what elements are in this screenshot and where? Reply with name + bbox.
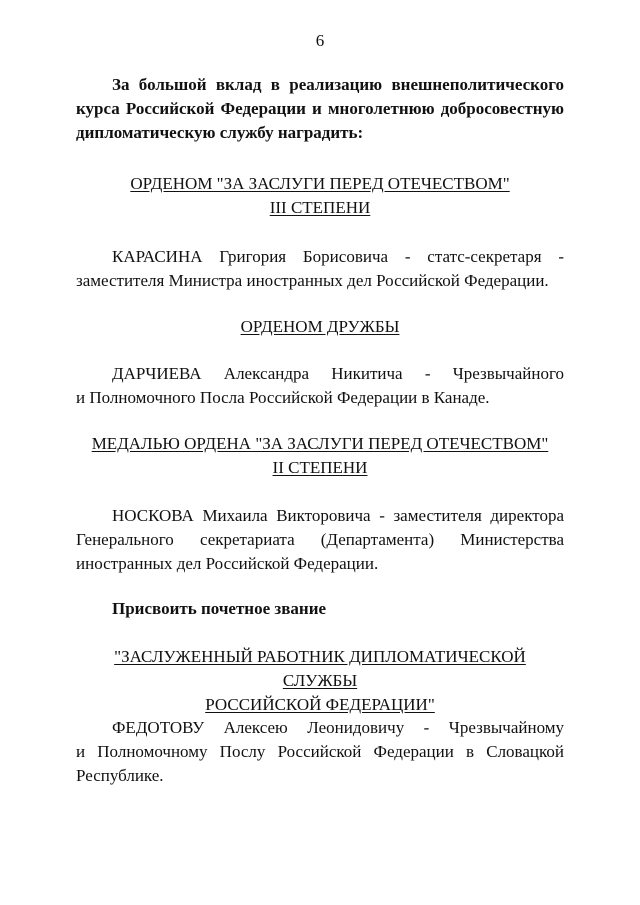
recipient-line: ФЕДОТОВУ Алексею Леонидовичу - Чрезвычайному [112, 718, 564, 737]
honorary-title-line: "ЗАСЛУЖЕННЫЙ РАБОТНИК ДИПЛОМАТИЧЕСКОЙ СЛУЖБЫ [114, 647, 526, 690]
recipient-line: иностранных дел Российской Федерации. [76, 554, 379, 573]
honorary-label: Присвоить почетное звание [112, 599, 327, 618]
recipient-fedotov [76, 716, 564, 788]
honorary-title-name [76, 645, 564, 717]
award-title-line: III СТЕПЕНИ [269, 198, 371, 217]
honorary-title-line: РОССИЙСКОЙ ФЕДЕРАЦИИ" [205, 695, 435, 714]
intro-line: курса Российской Федерации и многолетнюю добросовестную [76, 99, 564, 118]
intro-line: дипломатическую службу наградить: [76, 123, 364, 142]
recipient-line: и Полномочного Посла Российской Федерации в Канаде. [76, 388, 490, 407]
honorary-title-label [76, 597, 564, 621]
recipient-line: НОСКОВА Михаила Викторовича - заместителя директора [112, 506, 564, 525]
award-title-line: ОРДЕНОМ ДРУЖБЫ [240, 317, 400, 336]
intro-paragraph [76, 73, 564, 145]
recipient-line: заместителя Министра иностранных дел Российской Федерации. [76, 271, 549, 290]
recipient-karasin [76, 245, 564, 293]
award-title-order-friendship [76, 315, 564, 339]
recipient-line: Генерального секретариата (Департамента) Министерства [76, 530, 564, 549]
award-title-order-merit-3 [76, 172, 564, 220]
award-title-medal-merit-2 [76, 432, 564, 480]
recipient-line: и Полномочному Послу Российской Федерации в Словацкой [76, 742, 564, 761]
award-title-line: II СТЕПЕНИ [272, 458, 368, 477]
recipient-line: ДАРЧИЕВА Александра Никитича - Чрезвычайного [112, 364, 564, 383]
intro-line: За большой вклад в реализацию внешнеполитического [112, 75, 564, 94]
recipient-line: КАРАСИНА Григория Борисовича - статс-секретаря - [112, 247, 564, 266]
recipient-line: Республике. [76, 766, 164, 785]
recipient-darchiev [76, 362, 564, 410]
award-title-line: МЕДАЛЬЮ ОРДЕНА "ЗА ЗАСЛУГИ ПЕРЕД ОТЕЧЕСТВОМ" [91, 434, 549, 453]
recipient-noskov [76, 504, 564, 576]
page-number: 6 [315, 31, 325, 50]
award-title-line: ОРДЕНОМ "ЗА ЗАСЛУГИ ПЕРЕД ОТЕЧЕСТВОМ" [130, 174, 510, 193]
